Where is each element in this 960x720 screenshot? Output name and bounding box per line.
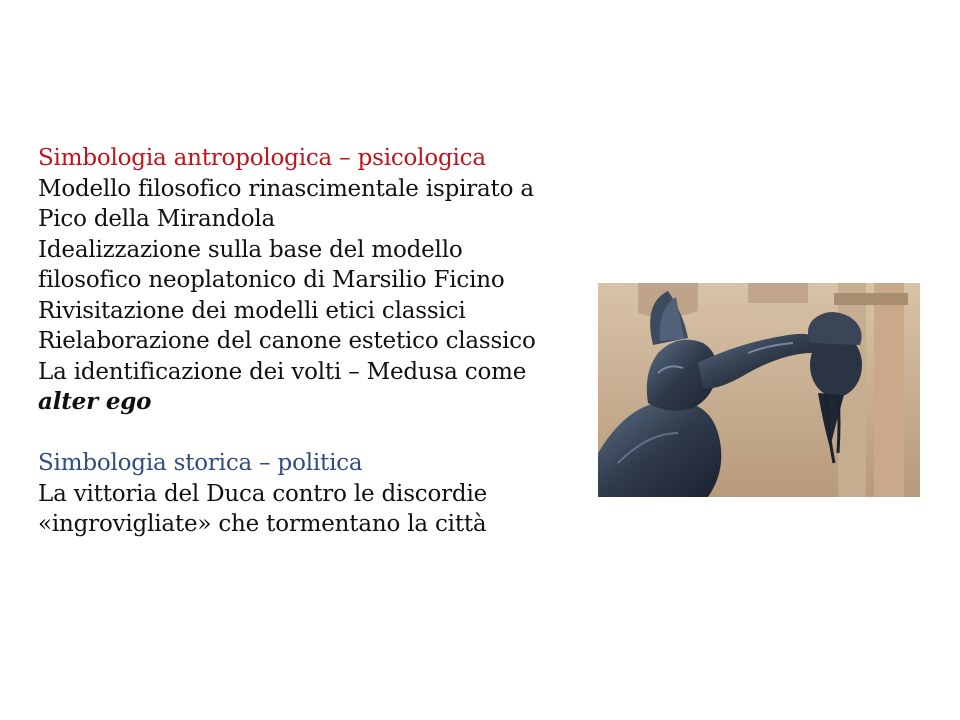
body-line: Rielaborazione del canone estetico classico bbox=[38, 328, 536, 354]
body-line: «ingrovigliate» che tormentano la città bbox=[38, 511, 487, 537]
perseus-medusa-photo bbox=[598, 283, 920, 497]
body-line: Idealizzazione sulla base del modello bbox=[38, 236, 463, 263]
spacer bbox=[38, 418, 608, 449]
body-line: La vittoria del Duca contro le discordie bbox=[38, 480, 488, 507]
body-line: La identificazione dei volti – Medusa come bbox=[38, 358, 527, 385]
body-line: Rivisitazione dei modelli etici classici bbox=[38, 297, 466, 324]
section-heading-anthropological: Simbologia antropologica – psicologica bbox=[38, 145, 486, 171]
section-heading-political: Simbologia storica – politica bbox=[38, 450, 363, 476]
slide-text bbox=[38, 143, 608, 540]
body-line: Modello filosofico rinascimentale ispirato a bbox=[38, 175, 534, 202]
body-line: filosofico neoplatonico di Marsilio Ficino bbox=[38, 267, 505, 293]
body-line: Pico della Mirandola bbox=[38, 206, 276, 232]
emphasis-alter-ego: alter ego bbox=[38, 388, 152, 415]
